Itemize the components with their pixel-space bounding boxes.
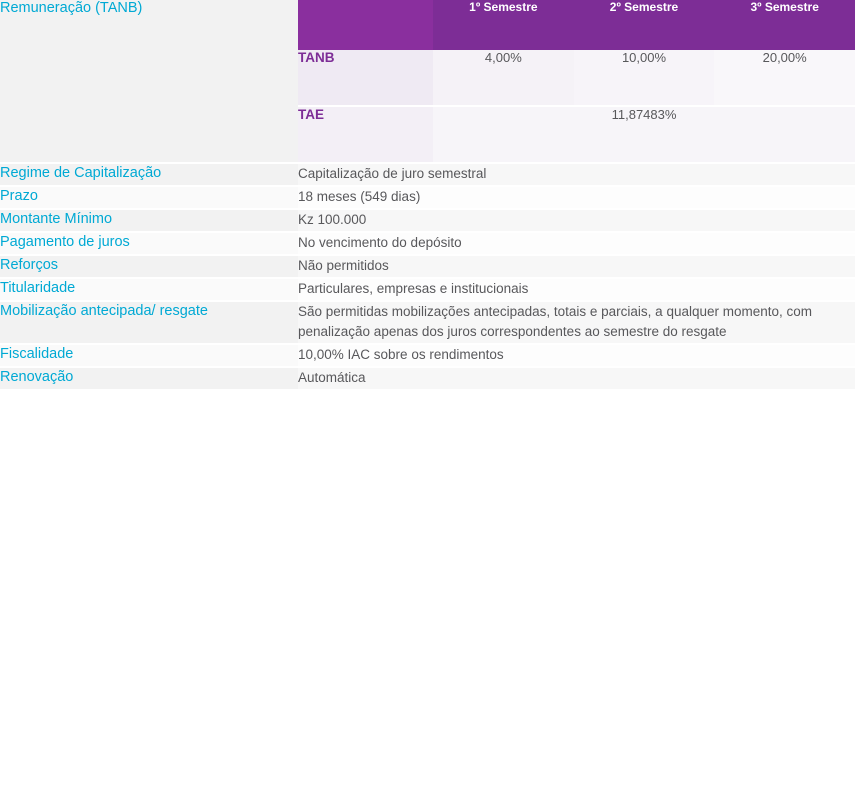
row-label-montante: Montante Mínimo [0,210,298,231]
row-value-fiscalidade: 10,00% IAC sobre os rendimentos [298,345,855,366]
row-value-regime: Capitalização de juro semestral [298,164,855,185]
row-value-renovacao: Automática [298,368,855,389]
row-value-titularidade: Particulares, empresas e institucionais [298,279,855,300]
divider [0,389,855,391]
rate-label-tae: TAE [298,107,433,162]
rates-row-tanb [298,50,855,105]
row-label-mobilizacao: Mobilização antecipada/ resgate [0,302,298,344]
row-label-prazo: Prazo [0,187,298,208]
label-text: Remuneração (TANB) [0,0,143,16]
rate-tae-value: 11,87483% [433,107,855,162]
row-value-pagamento: No vencimento do depósito [298,233,855,254]
rate-tanb-sem2: 10,00% [574,50,715,105]
table-row-remuneracao [0,0,855,162]
table-row-renovacao [0,368,855,389]
row-value-prazo: 18 meses (549 dias) [298,187,855,208]
row-label-renovacao: Renovação [0,368,298,389]
spec-table [0,0,855,391]
row-label-pagamento: Pagamento de juros [0,233,298,254]
rate-tanb-sem1: 4,00% [433,50,574,105]
rates-header-row [298,0,855,50]
table-row-prazo [0,187,855,208]
row-label-regime: Regime de Capitalização [0,164,298,185]
rate-label-tanb: TANB [298,50,433,105]
row-value-reforcos: Não permitidos [298,256,855,277]
rates-header-sem2: 2º Semestre [574,0,715,50]
table-row-mobilizacao [0,302,855,344]
table-row-reforcos [0,256,855,277]
rates-header-sem3: 3º Semestre [714,0,855,50]
row-label-reforcos: Reforços [0,256,298,277]
rate-block-cell [298,0,855,162]
row-label-remuneracao [0,0,298,162]
row-value-montante: Kz 100.000 [298,210,855,231]
rates-row-tae [298,107,855,162]
row-value-mobilizacao: São permitidas mobilizações antecipadas, totais e parciais, a qualquer momento, com penalização apenas dos juros correspondentes ao semestre do resgate [298,302,855,344]
rate-tanb-sem3: 20,00% [714,50,855,105]
table-row-pagamento [0,233,855,254]
table-row-fiscalidade [0,345,855,366]
table-row-montante [0,210,855,231]
row-label-fiscalidade: Fiscalidade [0,345,298,366]
table-row-titularidade [0,279,855,300]
row-label-titularidade: Titularidade [0,279,298,300]
rates-header-sem1: 1º Semestre [433,0,574,50]
rates-header-blank [298,0,433,50]
table-row-regime [0,164,855,185]
rates-table [298,0,855,162]
